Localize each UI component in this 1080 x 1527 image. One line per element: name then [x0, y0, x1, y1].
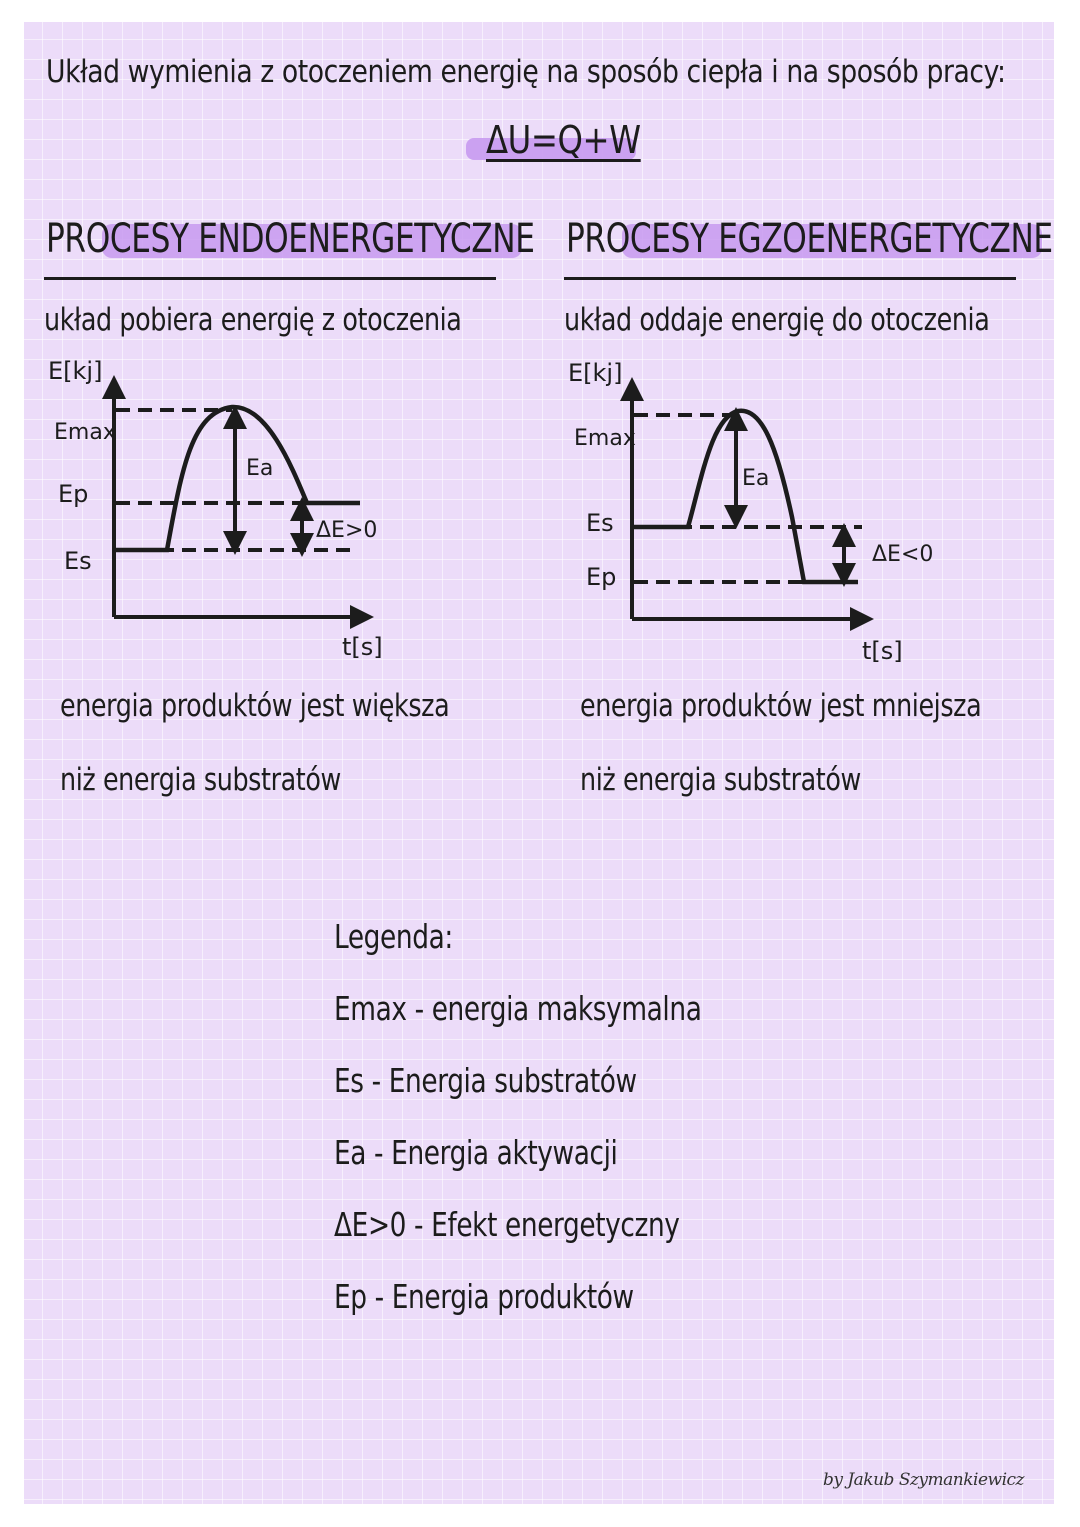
endo-ep-label: Ep: [58, 480, 89, 508]
legend-item: Ep - Energia produktów: [334, 1277, 634, 1316]
egzo-conclusion-line1: energia produktów jest mniejsza: [580, 688, 982, 724]
endo-description: układ pobiera energię z otoczenia: [44, 302, 462, 338]
egzo-description: układ oddaje energię do otoczenia: [564, 302, 990, 338]
endo-emax-label: Emax: [54, 420, 116, 445]
endo-conclusion-line2: niż energia substratów: [60, 762, 341, 798]
endo-section: [42, 202, 535, 802]
egzo-conclusion-line2: niż energia substratów: [580, 762, 861, 798]
endo-ea-label: Ea: [246, 456, 274, 481]
egzo-diagram-svg: [562, 357, 962, 677]
legend: [334, 897, 754, 1317]
egzo-title: PROCESY EGZOENERGETYCZNE: [566, 216, 1053, 262]
egzo-ea-label: Ea: [742, 466, 770, 491]
egzo-y-axis-label: E[kj]: [568, 359, 623, 387]
formula-block: [466, 118, 641, 170]
egzo-ep-label: Ep: [586, 563, 617, 591]
egzo-energy-curve: [634, 411, 858, 582]
legend-item: ΔE>0 - Efekt energetyczny: [334, 1205, 680, 1244]
egzo-energy-diagram: [562, 357, 962, 677]
legend-item: Es - Energia substratów: [334, 1061, 637, 1100]
legend-item: Ea - Energia aktywacji: [334, 1133, 618, 1172]
endo-title: PROCESY ENDOENERGETYCZNE: [46, 216, 535, 262]
endo-energy-diagram: [42, 357, 442, 677]
intro-text: Układ wymienia z otoczeniem energię na sposób ciepła i na sposób pracy:: [46, 54, 1006, 90]
egzo-es-label: Es: [586, 509, 614, 537]
legend-title: Legenda:: [334, 917, 453, 956]
egzo-x-axis-label: t[s]: [862, 637, 903, 665]
note-page: [24, 22, 1054, 1504]
egzo-emax-label: Emax: [574, 426, 636, 451]
legend-item: Emax - energia maksymalna: [334, 989, 702, 1028]
endo-diagram-svg: [42, 357, 442, 677]
endo-de-label: ΔE>0: [316, 518, 378, 543]
first-law-formula: ΔU=Q+W: [486, 118, 641, 162]
egzo-title-underline: [564, 277, 1016, 280]
endo-es-label: Es: [64, 547, 92, 575]
endo-y-axis-label: E[kj]: [48, 357, 103, 385]
author-signature: by Jakub Szymankiewicz: [822, 1470, 1024, 1490]
endo-conclusion-line1: energia produktów jest większa: [60, 688, 450, 724]
egzo-de-label: ΔE<0: [872, 542, 934, 567]
egzo-section: [562, 202, 1053, 802]
endo-title-underline: [44, 277, 496, 280]
endo-x-axis-label: t[s]: [342, 633, 383, 661]
